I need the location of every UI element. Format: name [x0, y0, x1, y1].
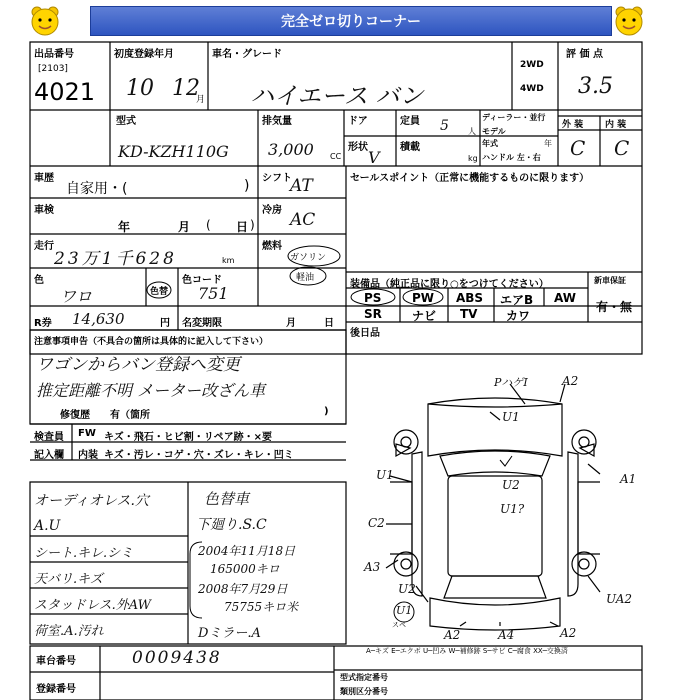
- shape-label: 形状: [348, 142, 368, 153]
- diag-mark-11: A2: [444, 628, 461, 642]
- history-value: 自家用・(: [66, 181, 128, 197]
- inspector-checks1: キズ・飛石・ヒビ割・リペア跡・×要: [104, 432, 272, 443]
- remark-right-1: 下廻り.S.C: [196, 517, 267, 533]
- model-value: ハイエース バン: [250, 82, 424, 110]
- equip-leather: カワ: [506, 309, 531, 323]
- inspection-month: 月: [178, 220, 191, 234]
- mileage-unit: km: [222, 256, 235, 265]
- diag-mark-5: U2: [502, 478, 520, 492]
- notes-line1: ワゴンからバン登録へ変更: [36, 355, 240, 375]
- drive-2wd: 2WD: [520, 60, 544, 70]
- registration-month-unit: 月: [196, 95, 206, 105]
- lot-sub-number: [2103]: [38, 64, 68, 74]
- inspector-interior: 内装: [78, 450, 98, 461]
- inspection-day: 日: [236, 220, 249, 234]
- equip-sr: SR: [364, 307, 382, 321]
- diag-mark-2: U1: [502, 410, 520, 424]
- model-label: 車名・グレード: [212, 49, 282, 60]
- mileage-label: 走行: [34, 241, 54, 252]
- spare-circle: [392, 600, 416, 624]
- footer-label-2: 類別区分番号: [340, 687, 388, 696]
- registration-label: 初度登録年月: [114, 49, 174, 60]
- diag-mark-15: U1: [396, 604, 413, 617]
- fuel-circles: [276, 244, 346, 294]
- remark-right-2: 2004年11月18日: [198, 544, 296, 558]
- model-year-unit: 年: [544, 139, 552, 148]
- equip-pw: PW: [412, 291, 435, 305]
- color-code-value: 751: [198, 284, 229, 303]
- history-label: 車歴: [34, 173, 54, 184]
- color-label: 色: [34, 275, 44, 286]
- rating-label: 評 価 点: [566, 49, 603, 60]
- diag-mark-4: U1: [376, 468, 394, 482]
- mileage-value: 23万1千628: [54, 249, 177, 269]
- repair-label: 修復歴: [60, 410, 90, 421]
- warranty-label: 新車保証: [594, 276, 626, 285]
- rating-value: 3.5: [578, 74, 613, 99]
- registration-year: 10: [126, 76, 154, 101]
- inspector-label: 検査員: [34, 432, 64, 443]
- ac-label: 冷房: [262, 205, 282, 216]
- remark-right-6: Dミラー.A: [198, 626, 261, 641]
- recycle-value: 14,630: [72, 310, 125, 328]
- diag-mark-10: UA2: [606, 592, 633, 606]
- color-code-label: 色コード: [182, 275, 222, 286]
- ac-value: AC: [290, 210, 316, 230]
- capacity-label: 定員: [400, 116, 420, 127]
- remark-right-5: 75755キロ米: [224, 600, 299, 614]
- repair-value: 有（箇所: [110, 410, 150, 421]
- history-close: ): [244, 178, 250, 194]
- ext-label: 外 装: [562, 120, 584, 130]
- recycle-label: R券: [34, 318, 52, 329]
- inspection-year: 年: [118, 220, 131, 234]
- ext-value: C: [570, 136, 586, 160]
- capacity-unit: 人: [468, 127, 476, 136]
- inspection-paren-close: ): [250, 218, 255, 232]
- diag-mark-0: PハゲI: [494, 376, 528, 389]
- diag-mark-9: U2: [398, 582, 416, 596]
- color-orig-label: 色替: [150, 287, 169, 297]
- expiry-day: 日: [324, 318, 334, 329]
- year-style-label: 年式: [482, 139, 498, 148]
- equip-aw: AW: [554, 291, 576, 305]
- warranty-value: 有・無: [596, 300, 633, 314]
- shape-value: V: [368, 148, 380, 167]
- displacement-value: 3,000: [268, 140, 314, 159]
- capacity-value: 5: [440, 118, 449, 134]
- expiry-label: 名変期限: [182, 318, 222, 329]
- displacement-label: 排気量: [262, 116, 292, 127]
- equip-airbag: エアB: [500, 293, 534, 307]
- model-year-label: モデル: [482, 127, 506, 136]
- expiry-month: 月: [286, 318, 296, 329]
- inspector-fw: FW: [78, 428, 96, 439]
- int-label: 内 装: [605, 120, 627, 130]
- equip-tv: TV: [460, 307, 478, 321]
- repair-close: ): [324, 406, 329, 417]
- fuel-gasoline: ガソリン: [290, 253, 327, 263]
- remark-right-3: 165000キロ: [210, 562, 280, 576]
- diag-mark-3: A1: [620, 472, 637, 486]
- shift-label: シフト: [262, 173, 292, 184]
- remark-left-1: A.U: [34, 518, 61, 534]
- equipment-label: 装備品（純正品に限り○をつけてください）: [350, 279, 549, 290]
- entry-label: 記入欄: [34, 450, 64, 461]
- dealer-label: ディーラー・並行: [482, 113, 546, 122]
- recycle-unit: 円: [160, 318, 170, 329]
- load-unit: kg: [468, 154, 478, 163]
- type-code-value: KD-KZH110G: [118, 142, 229, 161]
- doors-label: ドア: [348, 116, 368, 127]
- notes-line2: 推定距離不明 メーター改ざん車: [36, 381, 266, 400]
- car-number-value: 0009438: [132, 648, 222, 668]
- car-number-label: 車台番号: [36, 656, 76, 667]
- footer-label-1: 型式指定番号: [340, 673, 388, 682]
- color-value: ワロ: [60, 287, 93, 306]
- equip-abs: ABS: [456, 291, 484, 305]
- diag-mark-8: A3: [364, 560, 381, 574]
- inspector-checks2: キズ・汚レ・コゲ・穴・ズレ・キレ・凹ミ: [104, 450, 294, 461]
- lot-label: 出品番号: [34, 49, 74, 60]
- diag-mark-6: U1?: [500, 502, 525, 516]
- remark-left-5: 荷室.A.汚れ: [34, 624, 104, 639]
- diag-mark-1: A2: [562, 374, 579, 388]
- diag-mark-14: スペ: [392, 621, 406, 629]
- sales-point-label: セールスポイント（正常に機能するものに限ります）: [350, 173, 590, 184]
- shift-value: AT: [290, 176, 313, 196]
- reg-number-label: 登録番号: [36, 684, 76, 695]
- banner-title: 完全ゼロ切りコーナー: [90, 6, 612, 36]
- color-orig-circle: [146, 280, 172, 300]
- drive-4wd: 4WD: [520, 84, 544, 94]
- remark-left-0: オーディオレス.穴: [34, 493, 149, 509]
- date-bracket: [186, 540, 206, 620]
- inspection-paren-open: (: [206, 218, 211, 232]
- diag-mark-7: C2: [368, 516, 385, 530]
- equip-navi: ナビ: [412, 309, 437, 323]
- remark-left-2: シート.キレ.シミ: [34, 546, 134, 561]
- registration-month: 12: [172, 76, 200, 101]
- remark-right-4: 2008年7月29日: [198, 582, 288, 596]
- notes-label: 注意事項申告（不具合の箇所は具体的に記入して下さい）: [34, 337, 269, 347]
- displacement-unit: CC: [330, 152, 342, 161]
- int-value: C: [614, 136, 630, 160]
- diag-mark-13: A2: [560, 626, 577, 640]
- equip-ps: PS: [364, 291, 382, 305]
- fuel-label: 燃料: [262, 241, 282, 252]
- equip-circles: [346, 288, 466, 308]
- remark-left-3: 天バリ.キズ: [34, 572, 103, 587]
- handle-label: ハンドル 左・右: [482, 153, 541, 162]
- fuel-diesel: 軽油: [296, 273, 315, 283]
- remark-right-0: 色替車: [204, 490, 250, 508]
- load-label: 積載: [400, 142, 420, 153]
- rear-items-label: 後日品: [350, 328, 380, 339]
- inspection-label: 車検: [34, 205, 54, 216]
- diag-mark-12: A4: [498, 628, 515, 642]
- remark-left-4: スタッドレス.外AW: [34, 598, 151, 613]
- type-code-label: 型式: [116, 116, 136, 127]
- lot-number: 4021: [34, 78, 96, 106]
- damage-legend: A─キズ E─エクボ U─凹み W─補修跡 S─サビ C─腐食 XX─交換済: [366, 647, 568, 655]
